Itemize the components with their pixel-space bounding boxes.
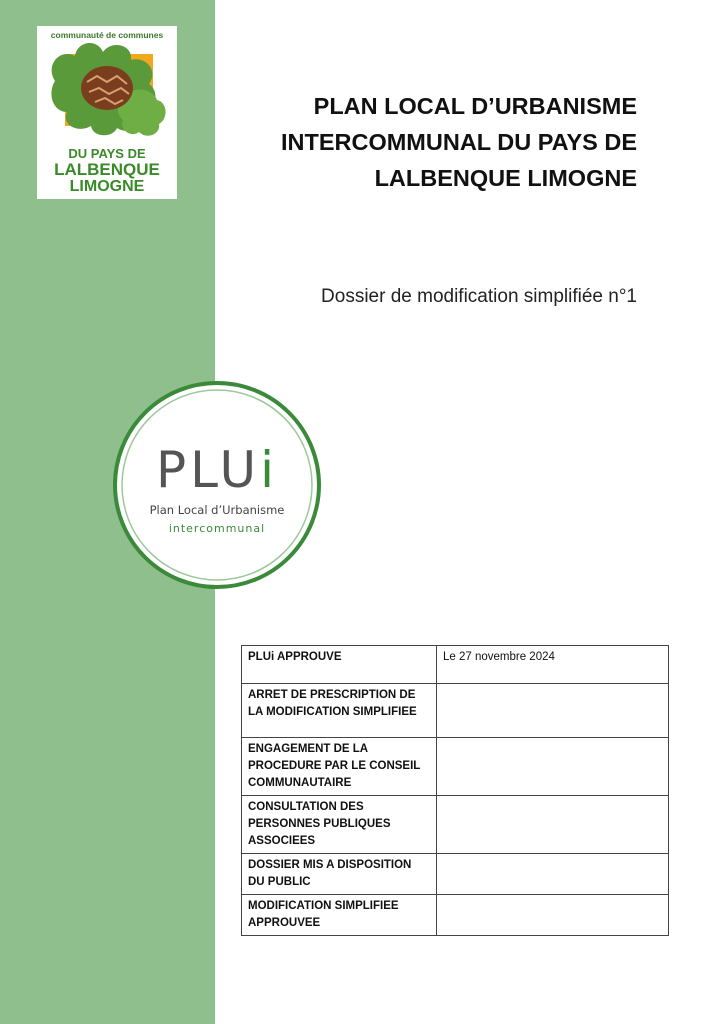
page-subtitle: Dossier de modification simplifiée n°1 (321, 286, 637, 307)
badge-line1: Plan Local d’Urbanisme (149, 503, 285, 517)
table-row (242, 796, 669, 854)
badge-acronym-tail: i (260, 441, 279, 499)
row-value (437, 684, 669, 738)
row-value: Le 27 novembre 2024 (437, 646, 669, 684)
title-line-3: LALBENQUE LIMOGNE (374, 165, 637, 191)
oak-leaf-truffle-icon (37, 26, 177, 199)
plui-badge (112, 380, 322, 590)
row-label: DOSSIER MIS A DISPOSITION DU PUBLIC (242, 854, 437, 895)
title-line-1: PLAN LOCAL D’URBANISME (313, 93, 637, 119)
row-value (437, 738, 669, 796)
table-row (242, 738, 669, 796)
table-row (242, 854, 669, 895)
row-value (437, 895, 669, 936)
plui-circle-icon (112, 380, 322, 590)
badge-line2: intercommunal (168, 522, 266, 535)
logo-line3: LIMOGNE (69, 178, 145, 195)
row-label: PLUi APPROUVE (242, 646, 437, 684)
row-label: ENGAGEMENT DE LA PROCEDURE PAR LE CONSEIL COMMUNAUTAIRE (242, 738, 437, 796)
page-title (225, 88, 637, 196)
table-row (242, 646, 669, 684)
row-label: CONSULTATION DES PERSONNES PUBLIQUES ASSOCIEES (242, 796, 437, 854)
logo-top-text: communauté de communes (50, 30, 164, 40)
table-row (242, 895, 669, 936)
row-label: ARRET DE PRESCRIPTION DE LA MODIFICATION SIMPLIFIEE (242, 684, 437, 738)
svg-text:PLUi (156, 441, 278, 499)
row-label: MODIFICATION SIMPLIFIEE APPROUVEE (242, 895, 437, 936)
community-logo (37, 26, 177, 199)
logo-line1: DU PAYS DE (68, 146, 146, 161)
logo-line2: LALBENQUE (54, 160, 160, 179)
row-value (437, 796, 669, 854)
procedure-table (241, 645, 669, 936)
row-value (437, 854, 669, 895)
table-row (242, 684, 669, 738)
badge-acronym-main: PLU (155, 441, 261, 499)
title-line-2: INTERCOMMUNAL DU PAYS DE (280, 129, 637, 155)
